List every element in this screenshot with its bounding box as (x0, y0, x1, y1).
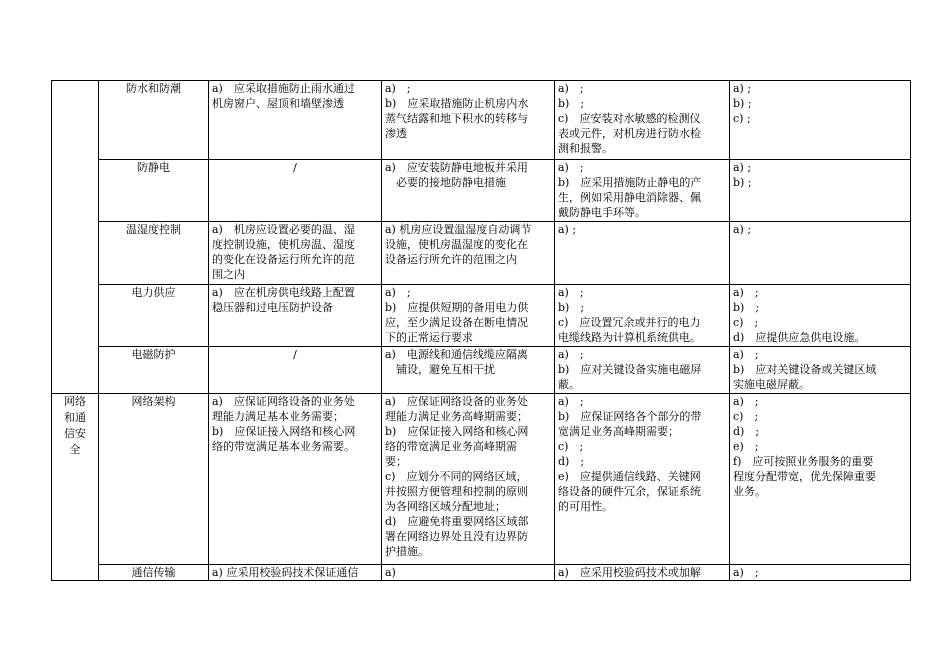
cell-text: b) 应采取措施防止机房内水 (385, 97, 529, 110)
level-cell (555, 565, 730, 581)
cell-text: c) ; (733, 410, 759, 423)
cell-text: a) ; (733, 286, 759, 299)
cell-text: 络设备的硬件冗余，保证系统 (558, 485, 701, 498)
cell-text: a) ; (558, 223, 577, 236)
level-cell (555, 285, 730, 347)
cell-text: d) 应提供应急供电设施。 (733, 331, 866, 344)
level-cell (382, 285, 555, 347)
cell-text: 理能力满足基本业务需要； (212, 410, 344, 423)
level-cell (730, 222, 911, 285)
cell-text: c) ; (733, 112, 751, 125)
level-cell (730, 565, 911, 581)
table-row (52, 565, 911, 581)
cell-text: a) ; (733, 348, 759, 361)
cell-text: 的可用性。 (558, 500, 613, 513)
table-row (52, 222, 911, 285)
cell-text: c) 应安装对水敏感的检测仪 (558, 112, 701, 125)
table-row (52, 347, 911, 394)
cell-text: a) ; (733, 161, 752, 174)
cell-text: / (293, 348, 297, 361)
cell-text: b) 应提供短期的备用电力供 (385, 301, 529, 314)
cell-text: 理能力满足业务高峰期需要； (385, 410, 528, 423)
item-cell (99, 347, 209, 394)
category-label: 网络和通信安全 (64, 395, 86, 456)
cell-text: 下的正常运行要求 (385, 331, 473, 344)
cell-text: b) ; (558, 97, 585, 110)
cell-text: 稳压器和过电压防护设备 (212, 301, 333, 314)
cell-text: a) ; (558, 286, 584, 299)
cell-text: e) ; (733, 440, 759, 453)
cell-text: f) 应可按照业务服务的重要 (733, 455, 874, 468)
level-cell (209, 81, 382, 160)
cell-text: 络的带宽满足基本业务需要。 (212, 440, 355, 453)
item-cell (99, 222, 209, 285)
cell-text: b) 应保证接入网络和核心网 (212, 425, 356, 438)
level-cell (382, 160, 555, 222)
cell-text: a) ; (733, 82, 752, 95)
cell-text: a) 电源线和通信线缆应隔离 (385, 348, 528, 361)
cell-text: a) 应采用校验码技术保证通信 (212, 566, 359, 579)
cell-text: b) 应采用措施防止静电的产 (558, 176, 702, 189)
level-cell (730, 347, 911, 394)
cell-text: 度控制设施，使机房温、湿度 (212, 238, 355, 251)
cell-text: 署在网络边界处且没有边界防 (385, 530, 528, 543)
level-cell (209, 565, 382, 581)
cell-text: 设备运行所允许的范围之内 (385, 253, 517, 266)
cell-text: b) 应保证网络各个部分的带 (558, 410, 702, 423)
cell-text: 电缆线路为计算机系统供电。 (558, 331, 701, 344)
level-cell (209, 160, 382, 222)
cell-text: 程度分配带宽，优先保障重要 (733, 470, 876, 483)
cell-text: 实施电磁屏蔽。 (733, 378, 810, 391)
level-cell (382, 394, 555, 565)
cell-text: 戴防静电手环等。 (558, 206, 646, 219)
item-label: 防静电 (137, 161, 170, 174)
cell-text: b) ; (733, 301, 760, 314)
level-cell (730, 81, 911, 160)
cell-text: 设施，使机房温湿度的变化在 (385, 238, 528, 251)
item-cell (99, 565, 209, 581)
cell-text: d) 应避免将重要网络区域部 (385, 515, 529, 528)
cell-text: b) 应对关键设备实施电磁屏 (558, 363, 702, 376)
cell-text: 络的带宽满足业务高峰期需 (385, 440, 517, 453)
cell-text: 为各网络区域分配地址； (385, 500, 506, 513)
level-cell (382, 222, 555, 285)
cell-text: d) ; (733, 425, 760, 438)
level-cell (382, 81, 555, 160)
cell-text: a) ; (385, 286, 411, 299)
cell-text: b) 应保证接入网络和核心网 (385, 425, 529, 438)
cell-text: a) ; (733, 566, 759, 579)
cell-text: a) 应保证网络设备的业务处 (212, 395, 355, 408)
level-cell (209, 394, 382, 565)
cell-text: b) ; (558, 301, 585, 314)
item-cell (99, 285, 209, 347)
cell-text: c) ; (558, 440, 584, 453)
item-label: 防水和防潮 (126, 82, 181, 95)
level-cell (555, 160, 730, 222)
table-row (52, 394, 911, 565)
level-cell (209, 347, 382, 394)
item-label: 温湿度控制 (126, 223, 181, 236)
cell-text: a) 机房应设置必要的温、湿 (212, 223, 355, 236)
level-cell (209, 222, 382, 285)
item-label: 通信传输 (131, 566, 176, 579)
cell-text: 业务。 (733, 485, 766, 498)
item-label: 电磁防护 (131, 348, 176, 361)
level-cell (730, 160, 911, 222)
cell-text: a) 应保证网络设备的业务处 (385, 395, 528, 408)
cell-text: a) 应安装防静电地板并采用 (385, 161, 528, 174)
cell-text: 铺设，避免互相干扰 (385, 363, 495, 376)
cell-text: a) 机房应设置温湿度自动调节 (385, 223, 532, 236)
level-cell (730, 394, 911, 565)
level-cell (730, 285, 911, 347)
cell-text: a) ; (385, 82, 411, 95)
level-cell (555, 394, 730, 565)
cell-text: d) ; (558, 455, 585, 468)
cell-text: a) (385, 566, 396, 579)
cell-text: b) ; (733, 176, 752, 189)
cell-text: b) ; (733, 97, 752, 110)
cell-text: 渗透 (385, 127, 407, 140)
cell-text: 并按照方便管理和控制的原则 (385, 485, 528, 498)
cell-text: b) 应对关键设备或关键区域 (733, 363, 877, 376)
cell-text: a) ; (733, 395, 759, 408)
cell-text: 围之内 (212, 268, 245, 281)
cell-text: a) ; (558, 348, 584, 361)
cell-text: c) 应划分不同的网络区域， (385, 470, 528, 483)
table-row (52, 81, 911, 160)
cell-text: 蔽。 (558, 378, 580, 391)
level-cell (555, 81, 730, 160)
cell-text: a) ; (558, 161, 584, 174)
category-cell-physical (52, 81, 99, 394)
cell-text: 宽满足业务高峰期需要； (558, 425, 679, 438)
cell-text: a) ; (558, 82, 584, 95)
cell-text: a) 应采取措施防止雨水通过 (212, 82, 355, 95)
cell-text: 机房窗户、屋顶和墙壁渗透 (212, 97, 344, 110)
cell-text: e) 应提供通信线路、关键网 (558, 470, 701, 483)
level-cell (209, 285, 382, 347)
cell-text: 护措施。 (385, 545, 429, 558)
level-cell (555, 347, 730, 394)
level-cell (555, 222, 730, 285)
level-cell (382, 347, 555, 394)
cell-text: c) 应设置冗余或并行的电力 (558, 316, 701, 329)
cell-text: a) 应采用校验码技术或加解 (558, 566, 701, 579)
item-cell (99, 160, 209, 222)
cell-text: a) ; (558, 395, 584, 408)
cell-text: 应，至少满足设备在断电情况 (385, 316, 528, 329)
cell-text: 测和报警。 (558, 142, 613, 155)
cell-text: 必要的接地防静电措施 (385, 176, 506, 189)
item-label: 网络架构 (131, 395, 176, 408)
table-row (52, 285, 911, 347)
cell-text: 表或元件，对机房进行防水检 (558, 127, 701, 140)
cell-text: 要； (385, 455, 407, 468)
category-cell-network (52, 394, 99, 581)
cell-text: 的变化在设备运行所允许的范 (212, 253, 355, 266)
item-cell (99, 394, 209, 565)
cell-text: a) 应在机房供电线路上配置 (212, 286, 355, 299)
item-cell (99, 81, 209, 160)
cell-text: c) ; (733, 316, 759, 329)
table-row (52, 160, 911, 222)
cell-text: 蒸气结露和地下积水的转移与 (385, 112, 528, 125)
requirements-table (51, 80, 911, 581)
item-label: 电力供应 (131, 286, 176, 299)
level-cell (382, 565, 555, 581)
cell-text: a) ; (733, 223, 752, 236)
cell-text: 生，例如采用静电消除器、佩 (558, 191, 701, 204)
cell-text: / (293, 161, 297, 174)
